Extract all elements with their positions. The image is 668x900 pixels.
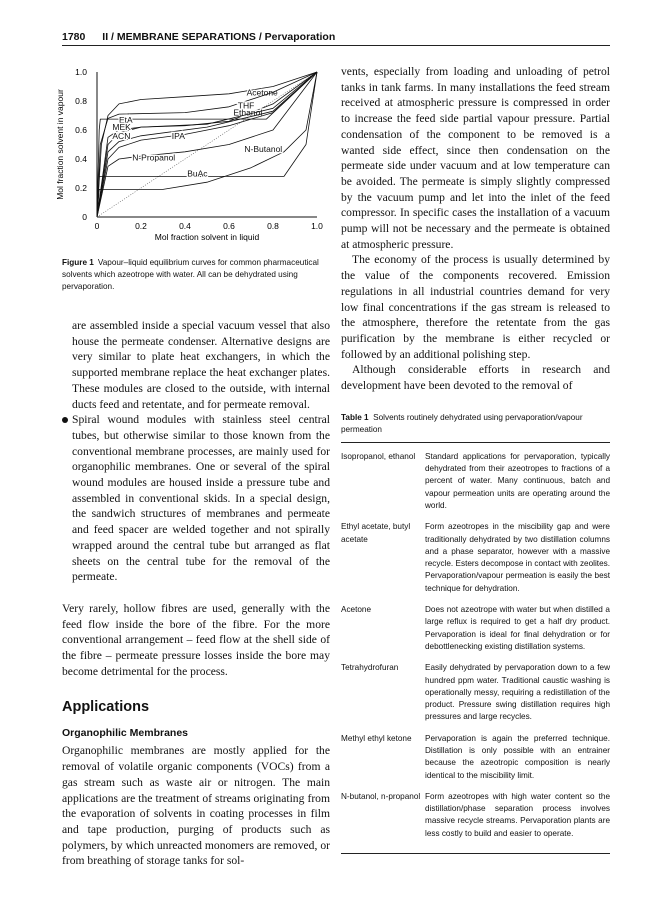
series-line-buac: [97, 72, 317, 217]
paragraph: Although considerable efforts in research and development have been devoted to the removal of: [341, 363, 610, 393]
y-axis-label: Mol fraction solvent in vapour: [55, 89, 65, 200]
paragraph: are assembled inside a special vacuum vessel that also house the permeate condenser. Alternative designs are very similar to plate heat exchangers, in which the supported membrane replace the heat exchanger plates. These modules are closed to the outside, with internal ducts feed and retentate, and for permeate removal.: [72, 319, 330, 411]
series-label: MEK: [112, 122, 131, 133]
solvent-cell: Acetone: [341, 605, 372, 615]
series-label: IPA: [171, 130, 185, 141]
y-tick-label: 0.8: [75, 96, 87, 106]
series-line-mek: [97, 72, 317, 217]
series-label: EtA: [119, 114, 133, 125]
paragraph: vents, especially from loading and unloading of petrol tanks in tank farms. In many installations the feed stream received at atmospheric pressure is compressed in order to increase the feed side partial vapour pressure. Partial condensation of the component to be removed is a wanted side effect, since then condensation on the permeate side under vacuum and at low temperature can be avoided. The permeate is simply slightly compressed by the vacuum pump and let into the inlet of the feed compressor. In specific cases the installation of a vacuum pump will not be necessary and the permeate is obtained at atmospheric pressure.: [341, 65, 610, 251]
solvent-cell: N-butanol, n-propanol: [341, 791, 421, 801]
figure-caption: [62, 257, 330, 293]
series-line-eta: [97, 72, 317, 217]
table-caption: [341, 412, 610, 436]
x-tick-label: 0.2: [135, 221, 147, 231]
table-caption-text: Solvents routinely dehydrated using pervaporation/vapour permeation: [341, 412, 583, 434]
paragraph: Organophilic membranes are mostly applied for the removal of volatile organic components (VOCs) from a gas stream such as waste air or nitrogen. The main applications are the treatment of streams originating from the evaporation of solvents in coating processes in film and tape production, purging of products such as polymers, by which unreacted monomers are removed, or from breathing of storage tanks for sol-: [62, 744, 330, 868]
note-cell: Does not azeotrope with water but when distilled a large reflux is required to get a half dry product. Pervaporation is ideal for final dehydration or for debottlenecking existing distillation systems.: [425, 605, 610, 651]
series-label: Ethanol: [233, 107, 263, 118]
figure-caption-text: Vapour–liquid equilibrium curves for common pharmaceutical solvents which azeotrope with water. All can be dehydrated using pervaporation.: [62, 258, 319, 291]
note-cell: Pervaporation is again the preferred technique. Distillation is only possible with an entrainer because the azeotropic composition is nearly identical to the miscibility limit.: [425, 733, 610, 780]
solvents-table: [341, 442, 610, 854]
series-line-ipa: [97, 72, 317, 217]
table-row: [341, 451, 610, 512]
note-cell: Standard applications for pervaporation, typically dehydrated from their azeotropes to fractions of a percent of water. Many continuous, batch and vapour permeation units are operating around the world.: [425, 451, 610, 510]
y-tick-label: 0.6: [75, 125, 87, 135]
table-row: [341, 521, 610, 595]
solvent-cell: Isopropanol, ethanol: [341, 451, 416, 461]
table-row: [341, 662, 610, 723]
right-column: [341, 64, 610, 854]
table-label: Table 1: [341, 412, 369, 422]
series-label: Acetone: [246, 87, 278, 98]
running-header: [62, 31, 349, 43]
series-label: N-Butanol: [244, 143, 283, 154]
note-cell: Form azeotropes with high water content so the distillation/phase separation process involves massive recycle streams. Pervaporation plants are less costly to build and easier to operate.: [425, 791, 610, 838]
vle-chart: [50, 60, 340, 255]
header-rule: [62, 45, 610, 46]
table-row: [341, 791, 610, 840]
x-axis-label: Mol fraction solvent in liquid: [154, 232, 260, 242]
y-tick-label: 1.0: [75, 67, 87, 77]
note-cell: Easily dehydrated by pervaporation down to a few hundred ppm water. Traditional caustic washing is operationally messy, requiring a redistillation of the product. Pressure swing distillation requires high pressures and large recycles.: [425, 663, 610, 722]
y-tick-label: 0.4: [75, 154, 87, 164]
page-number: 1780: [62, 31, 86, 43]
x-tick-label: 0.6: [223, 221, 235, 231]
series-label: THF: [237, 100, 255, 111]
section-heading: Applications: [62, 699, 150, 716]
running-title: II / MEMBRANE SEPARATIONS / Pervaporation: [102, 31, 336, 43]
subsection-heading: Organophilic Membranes: [62, 727, 189, 740]
series-line-thf: [97, 72, 317, 217]
series-label: BuAc: [187, 168, 208, 179]
series-line-acetone: [97, 72, 317, 217]
diagonal-reference-line: [97, 72, 317, 217]
left-column: [62, 318, 330, 869]
x-tick-label: 0.8: [267, 221, 279, 231]
solvent-cell: Methyl ethyl ketone: [341, 733, 412, 743]
x-tick-label: 0: [94, 221, 100, 231]
table-row: [341, 604, 610, 653]
note-cell: Form azeotropes in the miscibility gap and were traditionally dehydrated by two distillation columns and a phase separator, however with a massive recycle. Esters decompose in contact with zeolites. Pervaporation/vapour permeation is easily the best technique for dehydration.: [425, 522, 610, 593]
solvent-cell: Ethyl acetate, butyl acetate: [341, 522, 411, 544]
series-line-acn: [97, 72, 317, 217]
series-line-ethanol: [97, 72, 317, 217]
figure-label: Figure 1: [62, 258, 94, 267]
y-tick-label: 0.2: [75, 183, 87, 193]
series-label: ACN: [112, 130, 131, 141]
paragraph: Very rarely, hollow fibres are used, generally with the feed flow inside the bore of the fibre. For the more conventional arrangement – feed flow at the shell side of the fibre – permeate pressure losses inside the bore may become detrimental for the process.: [62, 601, 330, 678]
series-line-n-propanol: [97, 72, 317, 217]
paragraph: The economy of the process is usually determined by the value of the components recovered. Emission regulations in all industrial countries demand for very low final concentrations if the gas stream is released to the atmosphere, therefore the retentate from the gas purification by the membrane is either recycled or followed by an additional polishing step.: [341, 253, 610, 361]
x-tick-label: 0.4: [179, 221, 191, 231]
solvent-cell: Tetrahydrofuran: [341, 663, 399, 673]
y-tick-label: 0: [82, 212, 87, 222]
series-label: N-Propanol: [132, 152, 176, 163]
table-row: [341, 733, 610, 782]
bullet-paragraph: Spiral wound modules with stainless steel central tubes, but otherwise similar to those known from the conventional membrane processes, are mainly used for organophilic membranes. One or several of the spiral wound modules are housed inside a pressure tube and assembled in conventional skids. In a special design, the sandwich structures of membranes and permeate and feed spacer are welded together and not spirally wrapped around the central tube but arranged as flat sheets on the central tube for the removal of the permeate.: [72, 413, 330, 584]
x-tick-label: 1.0: [311, 221, 323, 231]
series-line-n-butanol: [97, 72, 317, 217]
